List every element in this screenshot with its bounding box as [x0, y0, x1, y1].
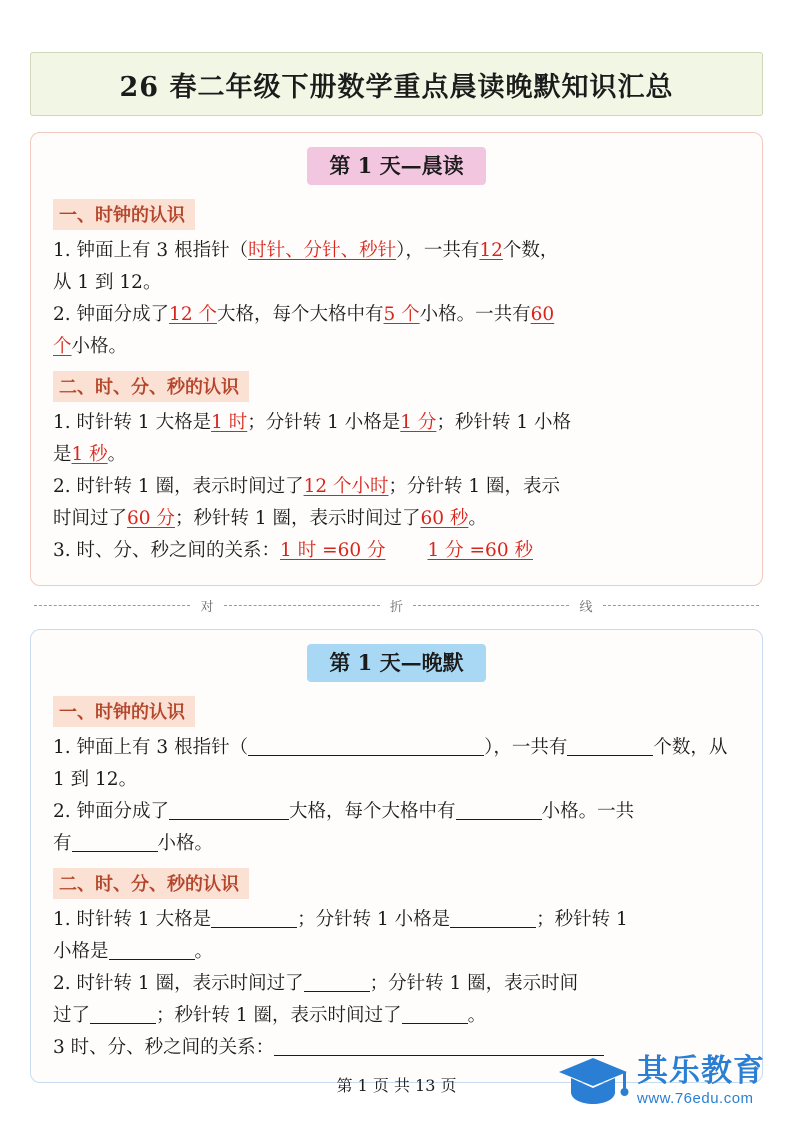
- evening-s1-item1: [53, 732, 740, 763]
- fold-label-center: 折: [389, 600, 403, 615]
- text-run: 。: [194, 941, 214, 962]
- answer-red: 60 分: [127, 508, 175, 529]
- answer-red: 1 秒: [71, 444, 108, 465]
- answer-red: 12: [479, 240, 503, 261]
- answer-red: 1 分: [400, 412, 437, 433]
- morning-s2-item1: [53, 407, 740, 438]
- answer-red: 时针、分针、秒针: [248, 240, 397, 261]
- fill-blank[interactable]: [169, 801, 289, 820]
- fold-line: [34, 596, 759, 615]
- answer-red: 5 个: [383, 304, 420, 325]
- answer-red: 1 分 =60 秒: [427, 540, 533, 561]
- morning-s2-item3: [53, 535, 740, 566]
- fill-blank[interactable]: [304, 973, 370, 992]
- text-run: 过了: [53, 1005, 91, 1026]
- fill-blank[interactable]: [274, 1037, 604, 1056]
- evening-chip-label: 第 1 天—晚默: [307, 644, 485, 682]
- answer-red: 60 秒: [420, 508, 469, 529]
- fill-blank[interactable]: [211, 909, 297, 928]
- site-logo: [557, 1054, 765, 1108]
- morning-s1-item1: [53, 235, 740, 266]
- evening-chip-row: [53, 644, 740, 682]
- morning-reading-card: [30, 132, 763, 586]
- evening-s1-item2: [53, 796, 740, 827]
- text-run: 小格是: [53, 941, 109, 962]
- evening-section1-heading: 一、时钟的认识: [53, 696, 195, 727]
- evening-s1-item1-cont: 1 到 12。: [53, 769, 138, 790]
- morning-section1-heading: 一、时钟的认识: [53, 199, 195, 230]
- answer-red: 1 时: [211, 412, 248, 433]
- morning-s1-item2: [53, 299, 740, 330]
- text-run: ；分针转 1 小格是: [297, 909, 451, 930]
- evening-s2-item2: [53, 968, 740, 999]
- text-run: 小格。: [71, 336, 128, 357]
- text-run: 3 时、分、秒之间的关系：: [53, 1037, 275, 1058]
- evening-s2-item1-cont: [53, 936, 740, 967]
- text-run: 。: [467, 1005, 487, 1026]
- text-run: ；秒针转 1 小格: [436, 412, 571, 433]
- evening-s2-item2-cont: [53, 1000, 740, 1031]
- fill-blank[interactable]: [402, 1005, 468, 1024]
- text-run: ；秒针转 1 圈，表示时间过了: [156, 1005, 402, 1026]
- morning-s2-item1-cont: [53, 439, 740, 470]
- graduation-cap-icon: [557, 1054, 629, 1108]
- page-title: 26 春二年级下册数学重点晨读晚默知识汇总: [119, 71, 674, 103]
- evening-s1-item2-cont: [53, 828, 740, 859]
- text-run: ；分针转 1 圈，表示: [388, 476, 561, 497]
- text-run: 1. 钟面上有 3 根指针（: [53, 240, 249, 261]
- answer-red: 60: [530, 304, 555, 325]
- answer-red: 个: [53, 336, 72, 357]
- text-run: 3. 时、分、秒之间的关系：: [53, 540, 281, 561]
- text-run: 2. 时针转 1 圈，表示时间过了: [53, 476, 304, 497]
- page-title-banner: [30, 52, 763, 116]
- text-run: 小格。: [157, 833, 214, 854]
- text-run: 2. 钟面分成了: [53, 801, 170, 822]
- text-run: 1. 钟面上有 3 根指针（: [53, 737, 249, 758]
- morning-s2-item2-cont: [53, 503, 740, 534]
- text-run: 。: [468, 508, 487, 529]
- page-footer: 第 1 页 共 13 页: [336, 1076, 457, 1095]
- morning-chip-row: [53, 147, 740, 185]
- text-run: 小格。一共: [541, 801, 635, 822]
- text-run: 时间过了: [53, 508, 128, 529]
- text-run: 1. 时针转 1 大格是: [53, 909, 212, 930]
- text-run: ；分针转 1 圈，表示时间: [369, 973, 579, 994]
- evening-dictation-card: [30, 629, 763, 1083]
- answer-red: 12 个小时: [303, 476, 389, 497]
- morning-s2-item2: [53, 471, 740, 502]
- text-run: 2. 钟面分成了: [53, 304, 170, 325]
- text-run: 有: [53, 833, 72, 854]
- fill-blank[interactable]: [567, 737, 653, 756]
- text-run: 是: [53, 444, 72, 465]
- text-run: 大格，每个大格中有: [289, 801, 456, 822]
- morning-s1-item1-cont: 从 1 到 12。: [53, 272, 162, 293]
- text-run: 小格。一共有: [419, 304, 531, 325]
- text-run: ；分针转 1 小格是: [247, 412, 401, 433]
- morning-s1-item2-cont: [53, 331, 740, 362]
- text-run: 。: [107, 444, 127, 465]
- logo-url: www.76edu.com: [637, 1090, 754, 1107]
- text-run: 个数，从: [653, 737, 728, 758]
- evening-section2-heading: 二、时、分、秒的认识: [53, 868, 249, 899]
- text-run: 1. 时针转 1 大格是: [53, 412, 212, 433]
- text-run: 2. 时针转 1 圈，表示时间过了: [53, 973, 304, 994]
- answer-red: 1 时 =60 分: [280, 540, 386, 561]
- fold-dash: [413, 605, 569, 606]
- text-run: ；秒针转 1 圈，表示时间过了: [174, 508, 421, 529]
- fill-blank[interactable]: [248, 737, 484, 756]
- morning-chip-label: 第 1 天—晨读: [307, 147, 485, 185]
- fold-dash: [34, 605, 190, 606]
- answer-red: 12 个: [169, 304, 217, 325]
- morning-section2-heading: 二、时、分、秒的认识: [53, 371, 249, 402]
- fold-dash: [603, 605, 759, 606]
- fill-blank[interactable]: [72, 833, 158, 852]
- fold-dash: [224, 605, 380, 606]
- fold-label-right: 线: [579, 600, 593, 615]
- text-run: ；秒针转 1: [536, 909, 628, 930]
- text-run: 大格，每个大格中有: [216, 304, 384, 325]
- text-run: ），一共有: [484, 737, 568, 758]
- fill-blank[interactable]: [456, 801, 542, 820]
- evening-s2-item1: [53, 904, 740, 935]
- fill-blank[interactable]: [450, 909, 536, 928]
- logo-text: [637, 1053, 765, 1107]
- fill-blank[interactable]: [90, 1005, 156, 1024]
- fill-blank[interactable]: [109, 941, 195, 960]
- text-run: ），一共有: [396, 240, 480, 261]
- logo-name: 其乐教育: [637, 1053, 765, 1089]
- text-run: 个数，: [502, 240, 559, 261]
- fold-label-left: 对: [200, 600, 214, 615]
